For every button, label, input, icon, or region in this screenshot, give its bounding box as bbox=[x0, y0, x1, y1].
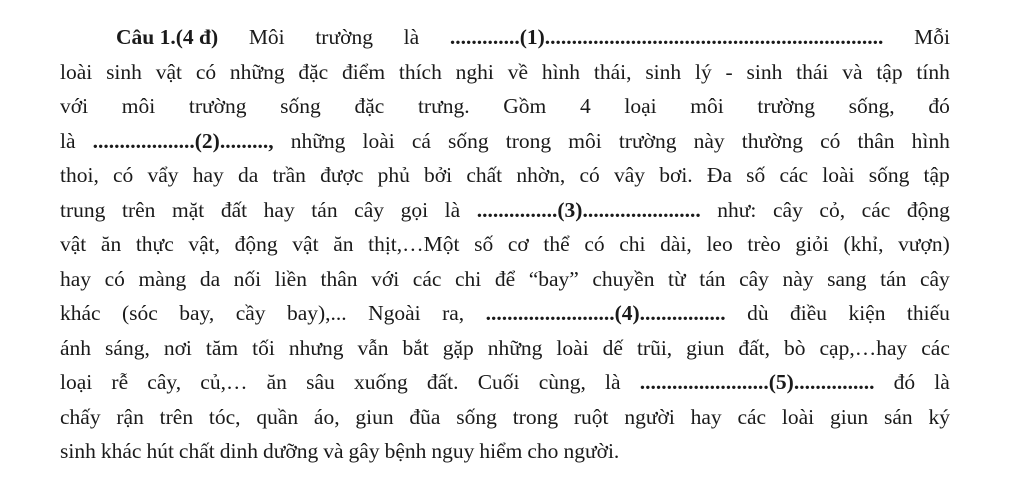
word: có bbox=[195, 59, 217, 84]
word: cùng, bbox=[538, 370, 586, 394]
word: ký bbox=[928, 404, 950, 429]
word: điều bbox=[790, 301, 828, 325]
word: cầy bbox=[235, 301, 266, 325]
blank-4: ........................(4)................ bbox=[485, 301, 726, 325]
text-line-12 bbox=[60, 400, 950, 435]
word: cây bbox=[354, 197, 384, 222]
word: có bbox=[820, 128, 841, 153]
word: trèo bbox=[747, 232, 781, 256]
word: giun bbox=[355, 404, 394, 429]
word: lý bbox=[694, 59, 712, 84]
word: thân bbox=[857, 128, 895, 153]
word: ánh bbox=[60, 335, 92, 360]
word: chi bbox=[619, 232, 646, 256]
word: tán bbox=[880, 266, 907, 291]
text-line-13 bbox=[60, 434, 950, 469]
word: loài bbox=[362, 128, 395, 153]
word: là bbox=[60, 128, 76, 153]
word: - bbox=[725, 59, 733, 84]
word: nghi bbox=[455, 59, 494, 84]
word: bay, bbox=[179, 301, 215, 325]
word: các bbox=[861, 197, 891, 222]
blank-3: ...............(3)...................... bbox=[476, 197, 701, 222]
word: sống, bbox=[848, 94, 895, 118]
word: nơi bbox=[163, 335, 192, 360]
word: sang bbox=[827, 266, 867, 291]
word: tập bbox=[923, 163, 950, 187]
word: này bbox=[693, 128, 725, 153]
word: dưỡng bbox=[262, 439, 319, 463]
word: các bbox=[921, 335, 950, 360]
word: bắt bbox=[402, 335, 429, 360]
word: rễ bbox=[111, 370, 129, 394]
word: áo, bbox=[313, 404, 340, 429]
word: trần bbox=[272, 163, 306, 187]
word: đất bbox=[220, 197, 248, 222]
word: da bbox=[237, 163, 259, 187]
text-line-4 bbox=[60, 124, 950, 159]
word: tập bbox=[876, 59, 903, 84]
word: và bbox=[323, 439, 344, 463]
blank-1: .............(1)............................................................... bbox=[449, 25, 884, 49]
text-line-9 bbox=[60, 296, 950, 331]
word: chuyền bbox=[592, 266, 655, 291]
word: trũi, bbox=[636, 335, 673, 360]
word: với bbox=[60, 94, 89, 118]
text-line-11 bbox=[60, 365, 950, 400]
word: và bbox=[842, 59, 863, 84]
word: ăn bbox=[100, 232, 122, 256]
word: hay bbox=[263, 197, 295, 222]
word: trên bbox=[159, 404, 194, 429]
word: về bbox=[507, 59, 529, 84]
word: cá bbox=[411, 128, 431, 153]
word: sán bbox=[883, 404, 913, 429]
word: tính bbox=[916, 59, 950, 84]
word: vượn) bbox=[898, 232, 950, 256]
word: có bbox=[584, 232, 605, 256]
word: loài bbox=[781, 404, 815, 429]
word: mặt bbox=[171, 197, 205, 222]
word: thể bbox=[543, 232, 570, 256]
word: màng bbox=[138, 266, 187, 291]
word: gây bbox=[348, 439, 380, 463]
word: thích bbox=[398, 59, 442, 84]
word: bò bbox=[784, 335, 806, 360]
word: loại bbox=[624, 94, 657, 118]
word: thái bbox=[796, 59, 829, 84]
word: môi bbox=[690, 94, 724, 118]
word: vật bbox=[155, 59, 182, 84]
word: bay),... bbox=[286, 301, 347, 325]
word: vây bbox=[613, 163, 646, 187]
word: trưng. bbox=[417, 94, 470, 118]
text-line-3 bbox=[60, 89, 950, 124]
word: kiện bbox=[848, 301, 886, 325]
word: vật bbox=[60, 232, 87, 256]
word: số bbox=[474, 232, 494, 256]
word: trên bbox=[121, 197, 156, 222]
word: (sóc bbox=[122, 301, 158, 325]
word: thịt,…Một bbox=[368, 232, 460, 256]
word: Ngoài bbox=[368, 301, 421, 325]
word: sinh bbox=[645, 59, 682, 84]
word: trường bbox=[315, 25, 373, 49]
word: hiểm bbox=[479, 439, 523, 463]
word: Đa bbox=[706, 163, 732, 187]
word: tăm bbox=[205, 335, 239, 360]
word: cây bbox=[919, 266, 950, 291]
word: dài, bbox=[660, 232, 692, 256]
question-label: Câu 1.(4 đ) bbox=[116, 25, 219, 49]
word: sống bbox=[280, 94, 321, 118]
word: điểm bbox=[342, 59, 386, 84]
word: nhưng bbox=[288, 335, 344, 360]
word: thường bbox=[741, 128, 803, 153]
word: với bbox=[371, 266, 400, 291]
word: sâu bbox=[306, 370, 335, 394]
word: bệnh bbox=[384, 439, 427, 463]
text-line-1 bbox=[60, 20, 950, 55]
text-line-10 bbox=[60, 331, 950, 366]
word: có bbox=[113, 163, 134, 187]
word: loài bbox=[60, 59, 93, 84]
word: vẩy bbox=[147, 163, 179, 187]
word: những bbox=[290, 128, 346, 153]
word: dù bbox=[747, 301, 769, 325]
word: cây bbox=[773, 197, 803, 222]
word: dinh bbox=[219, 439, 258, 463]
word: có bbox=[104, 266, 125, 291]
word: các bbox=[737, 404, 767, 429]
word: sống bbox=[456, 404, 497, 429]
word: gặp bbox=[442, 335, 474, 360]
word: cho bbox=[527, 439, 559, 463]
word: chấy bbox=[60, 404, 101, 429]
word: đặc bbox=[298, 59, 329, 84]
word: các bbox=[412, 266, 442, 291]
word: thái, bbox=[593, 59, 632, 84]
word: chất bbox=[178, 439, 215, 463]
word: động bbox=[906, 197, 950, 222]
word: khác bbox=[100, 439, 142, 463]
word: trung bbox=[60, 197, 106, 222]
word: chất bbox=[466, 163, 503, 187]
word: thoi, bbox=[60, 163, 99, 187]
word: đặc bbox=[354, 94, 385, 118]
word: được bbox=[320, 163, 364, 187]
word: giun bbox=[829, 404, 869, 429]
question-document bbox=[60, 20, 950, 469]
word: là bbox=[605, 370, 621, 394]
word: khác bbox=[60, 301, 101, 325]
word: loại bbox=[60, 370, 93, 394]
word: cạp,…hay bbox=[819, 335, 908, 360]
word: sinh bbox=[746, 59, 783, 84]
word: môi bbox=[121, 94, 156, 118]
word: động bbox=[234, 232, 278, 256]
word: bơi. bbox=[659, 163, 693, 187]
word: Mỗi bbox=[914, 25, 950, 49]
word: cơ bbox=[507, 232, 529, 256]
word: những bbox=[487, 335, 543, 360]
word: da bbox=[199, 266, 221, 291]
word: trường bbox=[188, 94, 247, 118]
word: cây, bbox=[147, 370, 182, 394]
word: củ,… bbox=[200, 370, 248, 394]
word: leo bbox=[706, 232, 733, 256]
word: người. bbox=[563, 439, 620, 463]
word: 4 bbox=[579, 94, 591, 118]
word: bởi bbox=[424, 163, 453, 187]
word: đất. bbox=[426, 370, 459, 394]
word: môi bbox=[568, 128, 602, 153]
word: cây bbox=[739, 266, 769, 291]
word: cỏ, bbox=[819, 197, 846, 222]
word: sinh bbox=[106, 59, 142, 84]
word: sống bbox=[868, 163, 910, 187]
word: để bbox=[494, 266, 516, 291]
word: trường bbox=[618, 128, 677, 153]
word: vật bbox=[292, 232, 319, 256]
word: tán bbox=[699, 266, 726, 291]
word: người bbox=[624, 404, 675, 429]
word: (khỉ, bbox=[843, 232, 884, 256]
blank-5: ........................(5)............... bbox=[639, 370, 875, 394]
word: chi bbox=[454, 266, 482, 291]
word: ra, bbox=[442, 301, 465, 325]
word: hay bbox=[60, 266, 92, 291]
word: đất, bbox=[738, 335, 771, 360]
word: xuống bbox=[353, 370, 408, 394]
word: sáng, bbox=[105, 335, 150, 360]
word: hay bbox=[690, 404, 722, 429]
word: từ bbox=[668, 266, 686, 291]
word: gọi bbox=[400, 197, 429, 222]
word: thiếu bbox=[906, 301, 950, 325]
word: đũa bbox=[409, 404, 441, 429]
blank-2: ...................(2)........., bbox=[92, 128, 274, 153]
word: giỏi bbox=[795, 232, 829, 256]
word: trường bbox=[757, 94, 816, 118]
word: giun bbox=[686, 335, 725, 360]
text-line-8 bbox=[60, 262, 950, 297]
word: các bbox=[779, 163, 809, 187]
text-line-2 bbox=[60, 55, 950, 90]
word: nguy bbox=[431, 439, 475, 463]
word: là bbox=[444, 197, 461, 222]
word: hình bbox=[911, 128, 950, 153]
text-line-5 bbox=[60, 158, 950, 193]
word: tóc, bbox=[208, 404, 241, 429]
word: tối bbox=[252, 335, 275, 360]
text-line-6 bbox=[60, 193, 950, 228]
word: nối bbox=[233, 266, 262, 291]
word: thực bbox=[135, 232, 174, 256]
word: vẫn bbox=[357, 335, 389, 360]
word: là bbox=[403, 25, 420, 49]
word: ăn bbox=[266, 370, 287, 394]
word: hay bbox=[192, 163, 224, 187]
text-line-7 bbox=[60, 227, 950, 262]
word: vật, bbox=[188, 232, 221, 256]
word: phủ bbox=[377, 163, 410, 187]
word: quần bbox=[256, 404, 299, 429]
word: nhờn, bbox=[516, 163, 566, 187]
word: Môi bbox=[248, 25, 285, 49]
word: hình bbox=[541, 59, 581, 84]
word: là bbox=[934, 370, 950, 394]
word: liền bbox=[274, 266, 307, 291]
word: như: bbox=[717, 197, 757, 222]
word: Cuối bbox=[477, 370, 520, 394]
word: Gồm bbox=[503, 94, 547, 118]
word: số bbox=[746, 163, 766, 187]
word: tán bbox=[311, 197, 338, 222]
word: thân bbox=[320, 266, 358, 291]
word: có bbox=[579, 163, 600, 187]
word: trong bbox=[512, 404, 559, 429]
word: này bbox=[782, 266, 814, 291]
word: loài bbox=[822, 163, 855, 187]
word: hút bbox=[146, 439, 174, 463]
word: “bay” bbox=[528, 266, 579, 291]
word: rận bbox=[116, 404, 144, 429]
word: sinh bbox=[60, 439, 96, 463]
word: ăn bbox=[333, 232, 354, 256]
word: những bbox=[229, 59, 285, 84]
word: sống bbox=[448, 128, 489, 153]
word: loài bbox=[556, 335, 589, 360]
word: đó bbox=[893, 370, 916, 394]
word: đó bbox=[928, 94, 950, 118]
word: dế bbox=[602, 335, 623, 360]
word: trong bbox=[505, 128, 552, 153]
word: ruột bbox=[573, 404, 609, 429]
